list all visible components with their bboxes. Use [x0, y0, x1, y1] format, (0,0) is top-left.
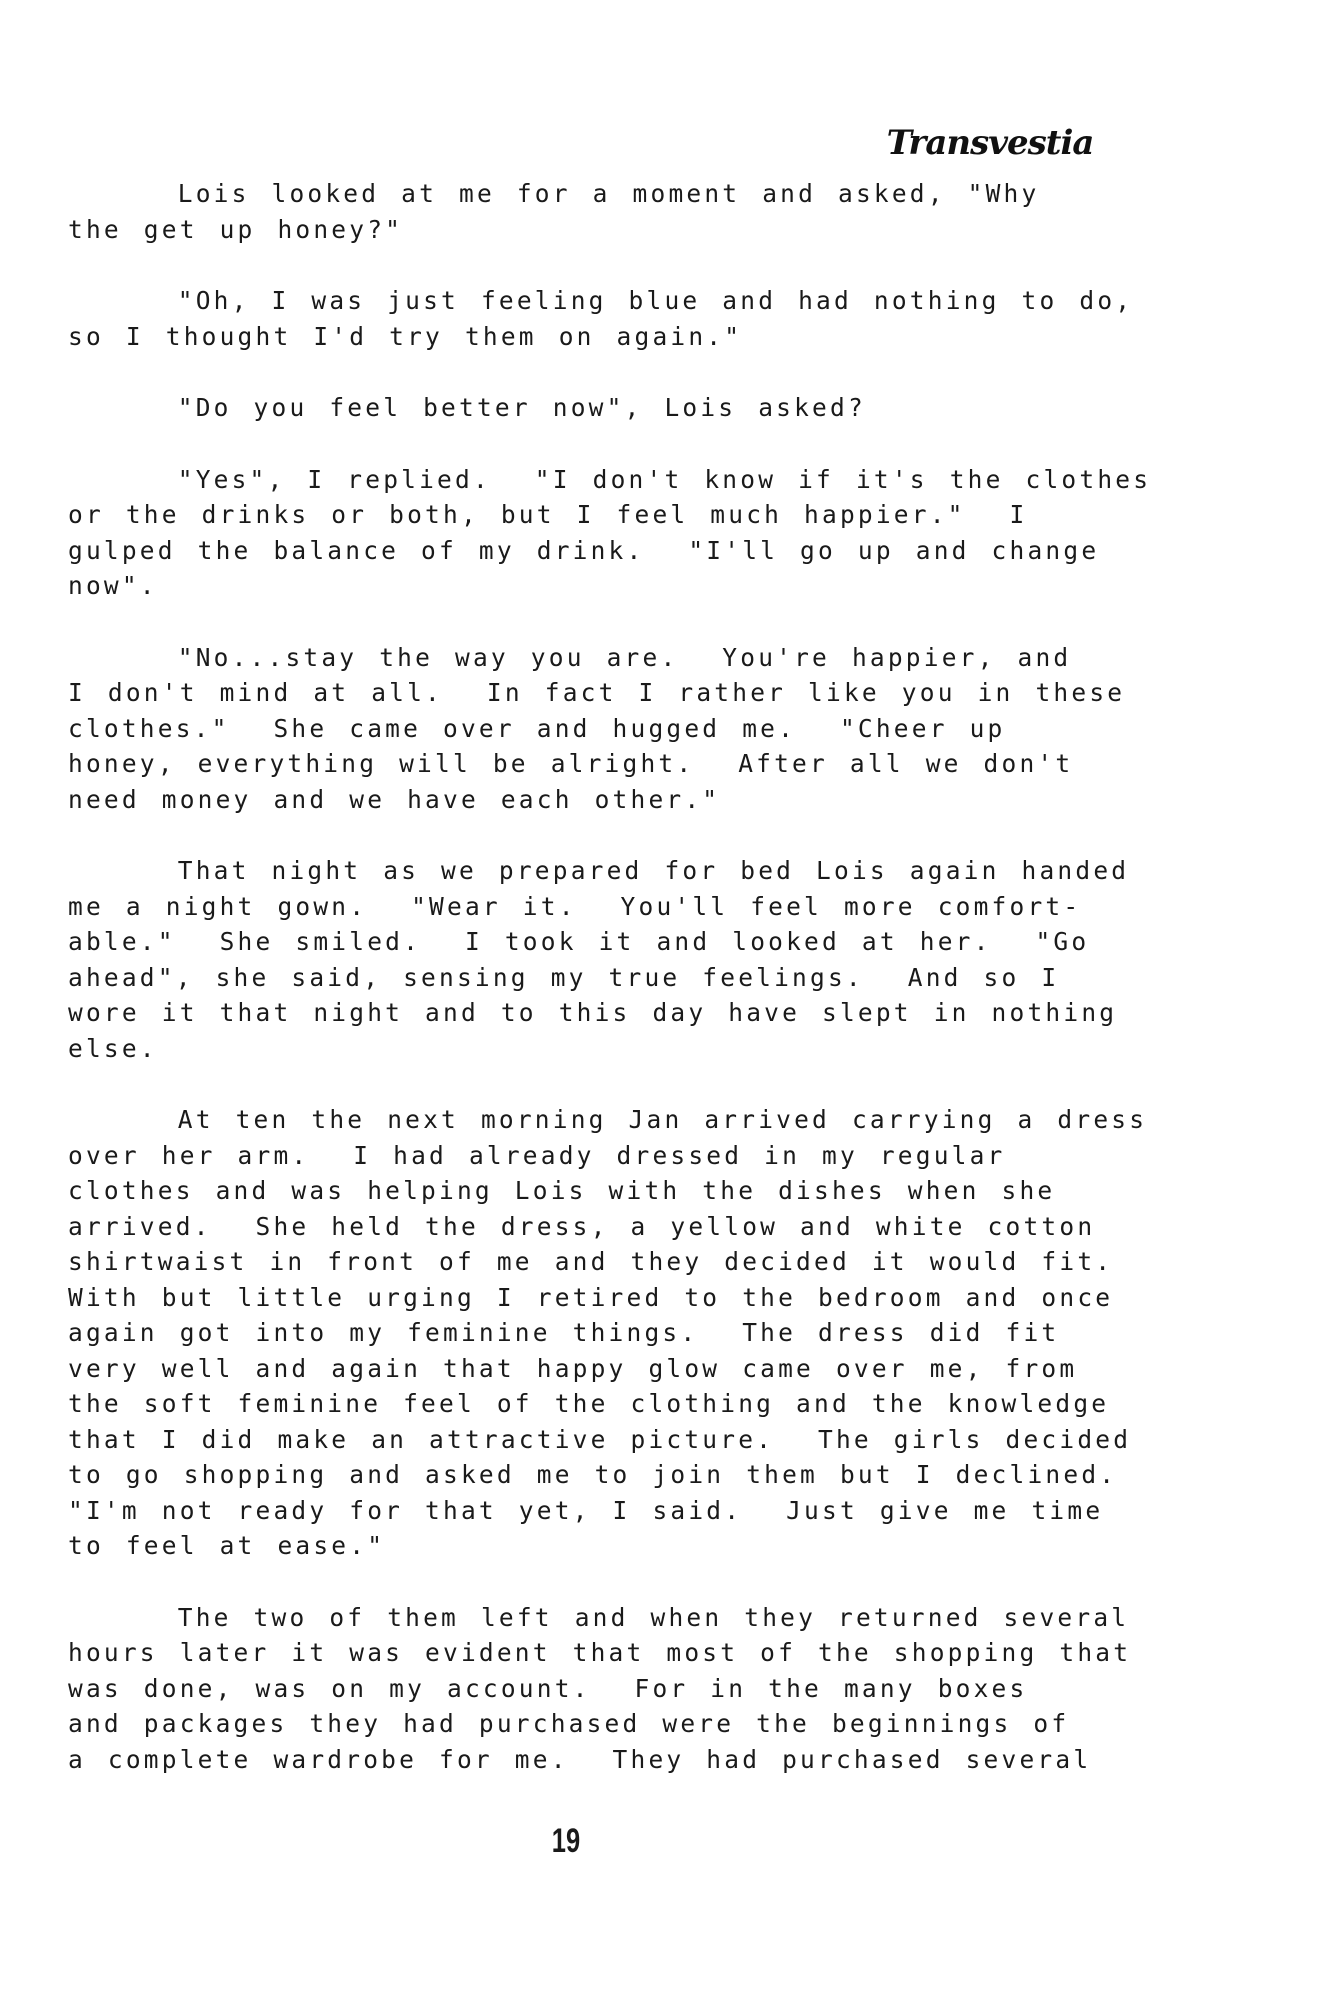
text-line: clothes and was helping Lois with the dishes when she	[68, 1176, 1056, 1205]
text-line: I don't mind at all. In fact I rather like you in these	[68, 678, 1126, 707]
text-line: over her arm. I had already dressed in my regular	[68, 1140, 1006, 1170]
text-line: The two of them left and when they returned several	[68, 1602, 1130, 1632]
text-line: With but little urging I retired to the bedroom and once	[68, 1282, 1114, 1312]
text-line: to go shopping and asked me to join them but I declined.	[68, 1460, 1118, 1489]
text-line: now".	[68, 571, 158, 600]
text-line: that I did make an attractive picture. The girls decided	[68, 1424, 1132, 1454]
text-line: "I'm not ready for that yet, I said. Just give me time	[68, 1495, 1104, 1525]
text-line: shirtwaist in front of me and they decided it would fit.	[68, 1247, 1114, 1276]
text-line: wore it that night and to this day have slept in nothing	[68, 998, 1118, 1027]
text-line: hours later it was evident that most of the shopping that	[68, 1638, 1132, 1667]
text-line: "No...stay the way you are. You're happier, and	[68, 642, 1072, 672]
paragraph	[68, 176, 1118, 247]
paragraph	[68, 462, 1152, 604]
text-line: That night as we prepared for bed Lois again handed	[68, 856, 1130, 885]
text-line: ahead", she said, sensing my true feelings. And so I	[68, 962, 1060, 992]
logo-text: Transvestia	[886, 123, 1094, 163]
magazine-logo	[886, 118, 1094, 168]
text-line: "Oh, I was just feeling blue and had nothing to do,	[68, 286, 1134, 315]
text-line: so I thought I'd try them on again."	[68, 321, 743, 351]
text-line: At ten the next morning Jan arrived carrying a dress	[68, 1105, 1148, 1134]
text-line: able." She smiled. I took it and looked at her. "Go	[68, 927, 1090, 956]
text-line: honey, everything will be alright. After all we don't	[68, 749, 1074, 778]
text-line: gulped the balance of my drink. "I'll go up and change	[68, 535, 1100, 565]
text-line: very well and again that happy glow came over me, from	[68, 1353, 1078, 1383]
text-line: or the drinks or both, but I feel much happier." I	[68, 500, 1028, 529]
text-line: clothes." She came over and hugged me. "Cheer up	[68, 713, 1006, 743]
text-line: the soft feminine feel of the clothing and the knowledge	[68, 1389, 1110, 1418]
text-line: was done, was on my account. For in the many boxes	[68, 1673, 1028, 1703]
text-line: the get up honey?"	[68, 214, 404, 244]
paragraph	[68, 283, 1134, 354]
paragraph	[68, 390, 1118, 426]
body-text	[68, 176, 1152, 1813]
text-line: "Yes", I replied. "I don't know if it's the clothes	[68, 464, 1152, 494]
text-line: else.	[68, 1033, 158, 1063]
page-number: 19	[551, 1822, 581, 1860]
paragraph	[68, 1600, 1132, 1778]
text-line: need money and we have each other."	[68, 784, 721, 814]
text-line: "Do you feel better now", Lois asked?	[68, 393, 866, 422]
text-line: arrived. She held the dress, a yellow and white cotton	[68, 1211, 1096, 1241]
paragraph	[68, 853, 1130, 1066]
text-line: a complete wardrobe for me. They had purchased several	[68, 1744, 1092, 1774]
paragraph	[68, 1102, 1148, 1564]
text-line: to feel at ease."	[68, 1531, 386, 1560]
text-line: again got into my feminine things. The dress did fit	[68, 1318, 1060, 1347]
text-line: and packages they had purchased were the beginnings of	[68, 1709, 1070, 1738]
text-line: Lois looked at me for a moment and asked, "Why	[68, 179, 1040, 208]
text-line: me a night gown. "Wear it. You'll feel more comfort-	[68, 891, 1082, 921]
paragraph	[68, 640, 1126, 818]
